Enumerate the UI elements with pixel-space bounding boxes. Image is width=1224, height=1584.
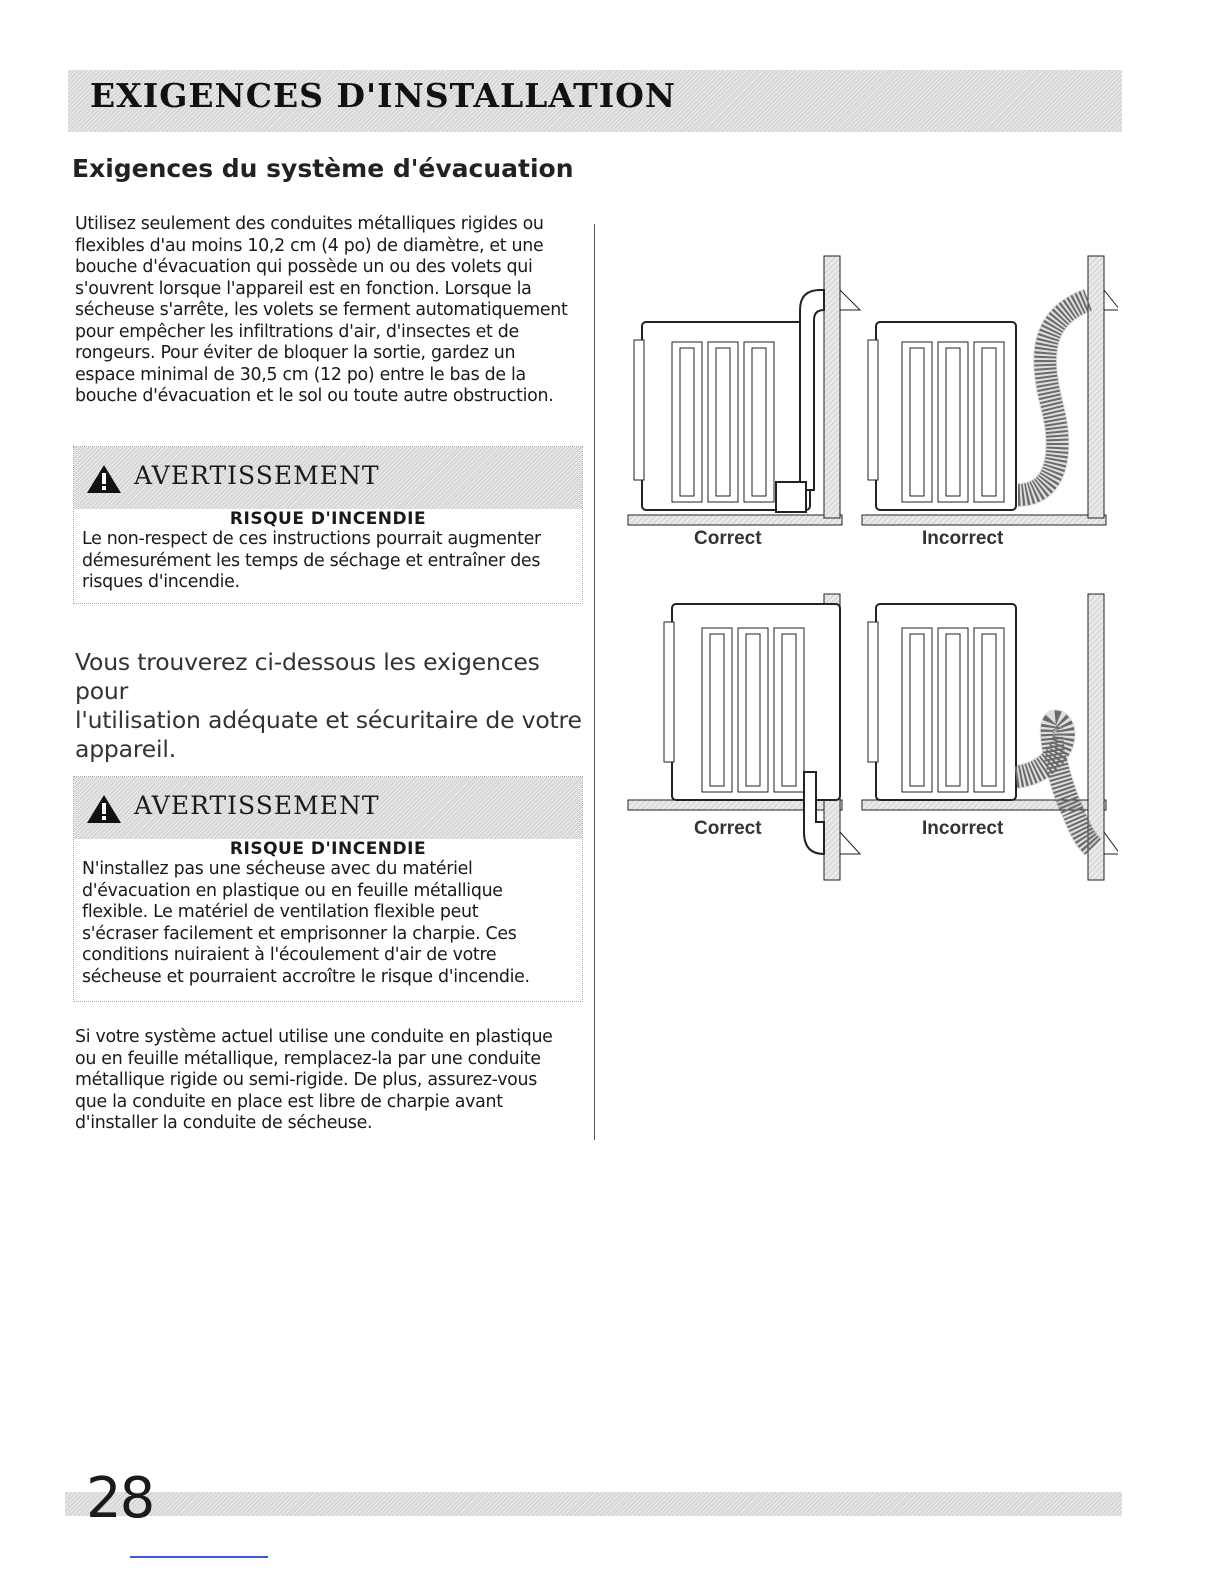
warning-header [74, 447, 582, 509]
warning-line: Le non-respect de ces instructions pourrait augmenter [82, 529, 541, 549]
header-banner [68, 70, 1122, 132]
intro-line: pour empêcher les infiltrations d'air, d'insectes et de [75, 321, 519, 342]
warning-title: AVERTISSEMENT [134, 461, 380, 490]
warning-line: N'installez pas une sécheuse avec du matériel [82, 859, 473, 879]
intro-line: s'ouvrent lorsque l'appareil est en fonction. Lorsque la [75, 278, 532, 299]
warning-line: démesurément les temps de séchage et entraîner des [82, 550, 541, 571]
diagram-incorrect-flexible-vent-up [858, 250, 1118, 530]
page-number: 28 [86, 1466, 154, 1531]
closing-line: métallique rigide ou semi-rigide. De plus, assurez-vous [75, 1070, 538, 1090]
warning-line: s'écraser facilement et emprisonner la charpie. Ces [82, 923, 517, 944]
diagram-label: Correct [694, 528, 762, 549]
warning-line: conditions nuiraient à l'écoulement d'air de votre [82, 945, 497, 965]
footer-accent-line [130, 1556, 268, 1558]
warning-subtitle: RISQUE D'INCENDIE [229, 839, 427, 859]
large-text-line: Vous trouverez ci-dessous les exigences pour [75, 648, 540, 705]
warning-triangle-icon [86, 794, 122, 824]
closing-line: d'installer la conduite de sécheuse. [75, 1113, 373, 1133]
diagram-label: Incorrect [922, 818, 1004, 839]
requirements-intro [75, 648, 585, 764]
warning-line: risques d'incendie. [82, 572, 240, 592]
section-title: Exigences du système d'évacuation [72, 154, 574, 183]
footer-banner [65, 1492, 1122, 1516]
intro-line: rongeurs. Pour éviter de bloquer la sortie, gardez un [75, 343, 516, 363]
intro-line: bouche d'évacuation qui possède un ou des volets qui [75, 257, 533, 277]
page-title: EXIGENCES D'INSTALLATION [90, 76, 677, 115]
intro-line: flexibles d'au moins 10,2 cm (4 po) de diamètre, et une [75, 235, 544, 256]
closing-line: ou en feuille métallique, remplacez-la par une conduite [75, 1048, 541, 1069]
warning-triangle-icon [86, 464, 122, 494]
diagram-label: Incorrect [922, 528, 1004, 549]
intro-line: bouche d'évacuation et le sol ou toute autre obstruction. [75, 386, 554, 406]
warning-title: AVERTISSEMENT [134, 791, 380, 820]
column-divider [594, 224, 595, 1140]
intro-line: Utilisez seulement des conduites métalliques rigides ou [75, 214, 544, 234]
diagram-label: Correct [694, 818, 762, 839]
warning-line: flexible. Le matériel de ventilation flexible peut [82, 902, 479, 922]
warning-header [74, 777, 582, 839]
warning-box-fire-risk-1 [73, 446, 583, 604]
intro-paragraph [75, 214, 585, 408]
closing-line: que la conduite en place est libre de charpie avant [75, 1091, 503, 1112]
diagram-correct-rigid-vent-up [624, 250, 864, 530]
closing-line: Si votre système actuel utilise une conduite en plastique [75, 1027, 553, 1047]
intro-line: espace minimal de 30,5 cm (12 po) entre le bas de la [75, 364, 526, 385]
warning-line: d'évacuation en plastique ou en feuille métallique [82, 880, 503, 901]
closing-paragraph [75, 1027, 585, 1135]
intro-line: sécheuse s'arrête, les volets se ferment automatiquement [75, 300, 568, 320]
large-text-line: appareil. [75, 735, 176, 763]
warning-line: sécheuse et pourraient accroître le risque d'incendie. [82, 966, 530, 987]
warning-box-fire-risk-2 [73, 776, 583, 1002]
large-text-line: l'utilisation adéquate et sécuritaire de votre [75, 706, 582, 734]
warning-subtitle: RISQUE D'INCENDIE [229, 509, 427, 529]
